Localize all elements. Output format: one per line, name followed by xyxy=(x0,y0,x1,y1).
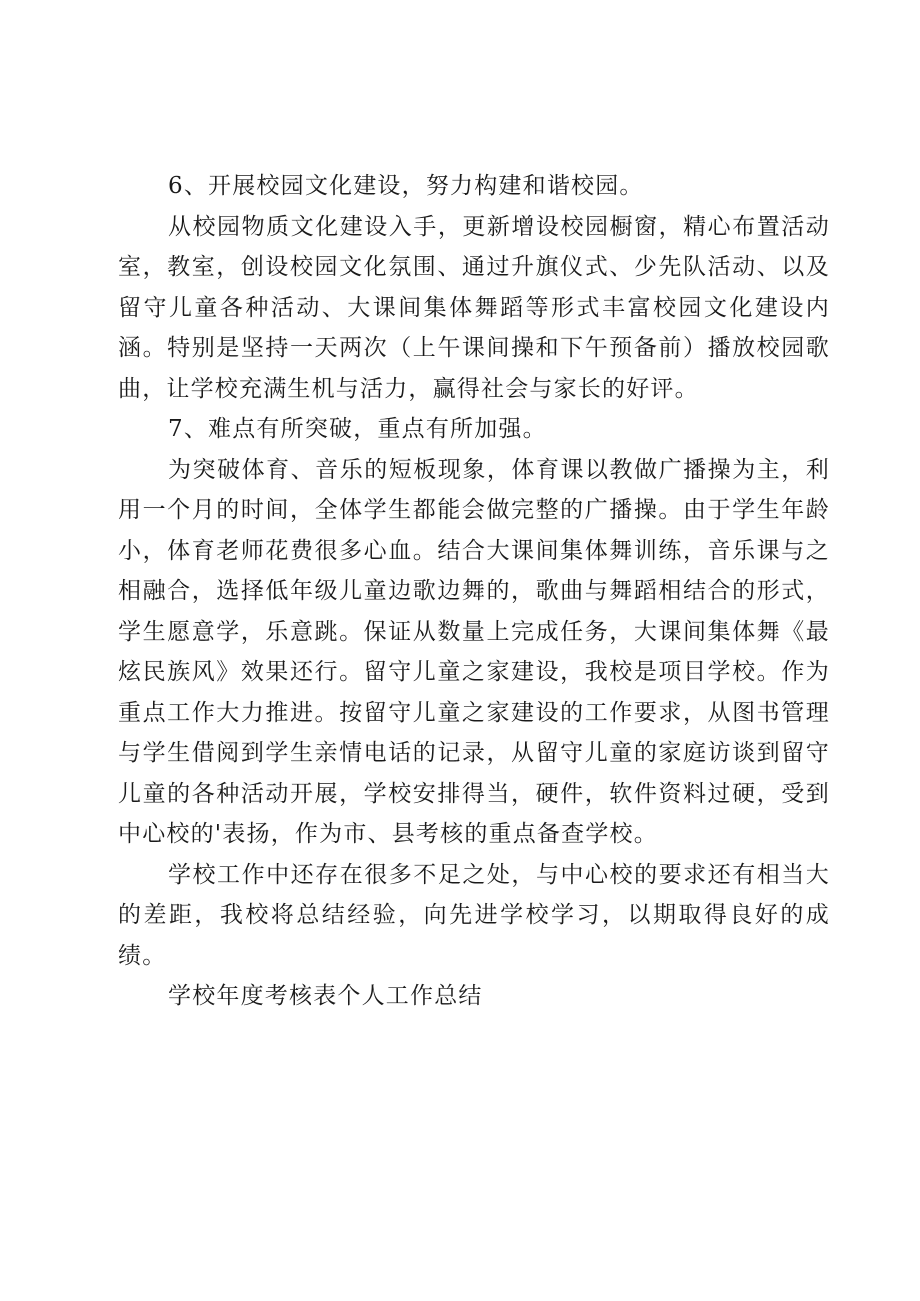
next-document-title: 学校年度考核表个人工作总结 xyxy=(168,983,483,1009)
paragraph-shortcomings: 学校工作中还存在很多不足之处，与中心校的要求还有相当大的差距，我校将总结经验，向先进学校学习，以期取得良好的成绩。 xyxy=(118,861,830,969)
document-body xyxy=(118,166,830,1017)
paragraph-campus-culture: 从校园物质文化建设入手，更新增设校园橱窗，精心布置活动室，教室，创设校园文化氛围、通过升旗仪式、少先队活动、以及留守儿童各种活动、大课间集体舞蹈等形式丰富校园文化建设内涵。特别是坚持一天两次（上午课间操和下午预备前）播放校园歌曲，让学校充满生机与活力，赢得社会与家长的好评。 xyxy=(118,213,830,402)
section-heading-7: 7、难点有所突破，重点有所加强。 xyxy=(168,416,547,442)
paragraph-breakthrough: 为突破体育、音乐的短板现象，体育课以教做广播操为主，利用一个月的时间，全体学生都能会做完整的广播操。由于学生年龄小，体育老师花费很多心血。结合大课间集体舞训练，音乐课与之相融合，选择低年级儿童边歌边舞的，歌曲与舞蹈相结合的形式，学生愿意学，乐意跳。保证从数量上完成任务，大课间集体舞《最炫民族风》效果还行。留守儿童之家建设，我校是项目学校。作为重点工作大力推进。按留守儿童之家建设的工作要求，从图书管理与学生借阅到学生亲情电话的记录，从留守儿童的家庭访谈到留守儿童的各种活动开展，学校安排得当，硬件，软件资料过硬，受到中心校的'表扬，作为市、县考核的重点备查学校。 xyxy=(118,456,830,847)
section-heading-6: 6、开展校园文化建设，努力构建和谐校园。 xyxy=(168,173,644,199)
